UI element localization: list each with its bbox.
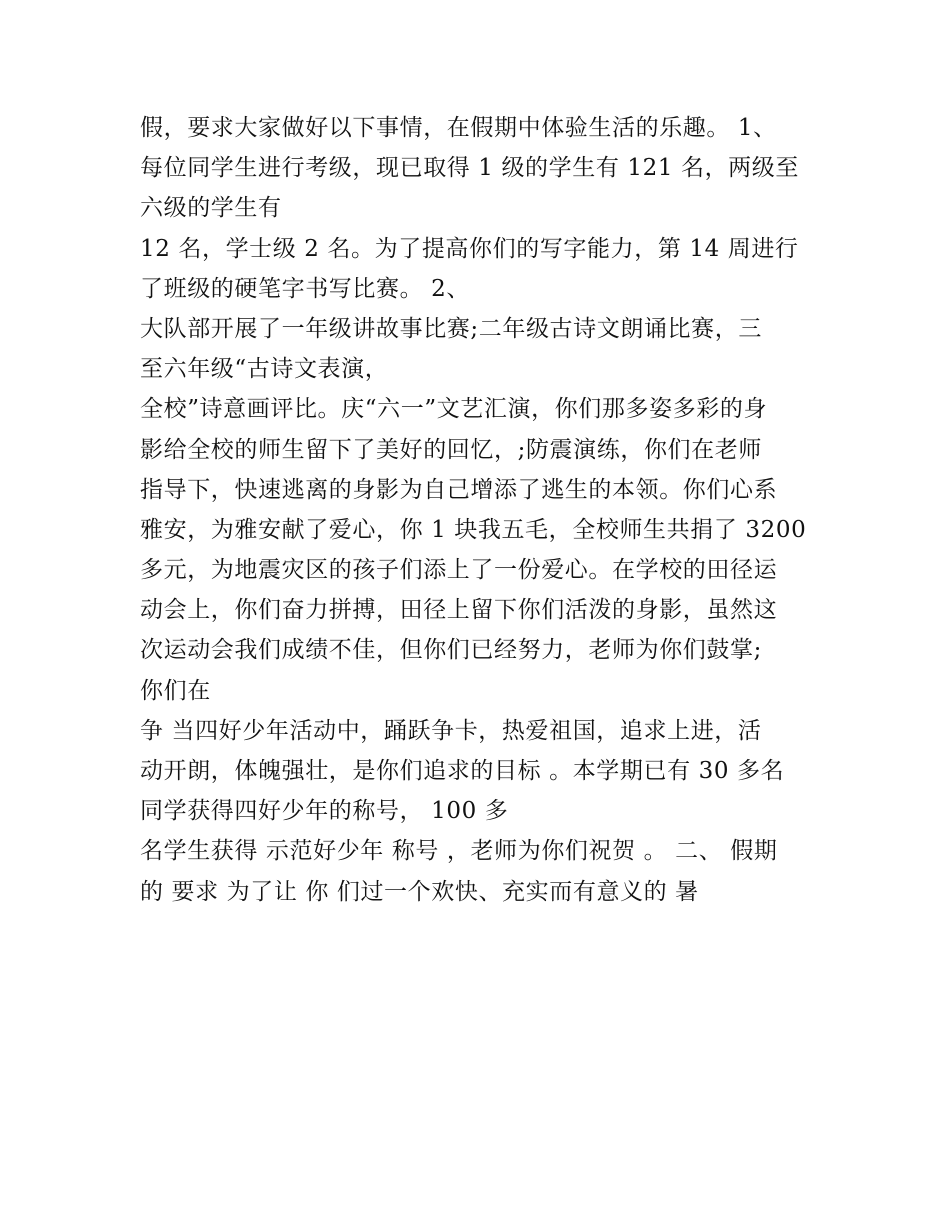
text-line: 的 要求 为了让 你 们过一个欢快、充实而有意义的 暑: [140, 878, 699, 905]
text-line: 雅安，为雅安献了爱心，你 1 块我五毛，全校师生共捐了 3200: [140, 516, 807, 543]
text-line: 至六年级“古诗文表演，: [140, 356, 389, 383]
text-line: 大队部开展了一年级讲故事比赛;二年级古诗文朗诵比赛，三: [140, 315, 762, 342]
text-line: 全校”诗意画评比。庆“六一”文艺汇演，你们那多姿多彩的身: [140, 396, 768, 423]
text-line: 影给全校的师生留下了美好的回忆，;防震演练，你们在老师: [140, 436, 762, 463]
text-line: 六级的学生有: [140, 195, 282, 222]
text-line: 12 名，学士级 2 名。为了提高你们的写字能力，第 14 周进行: [140, 235, 799, 262]
text-line: 名学生获得 示范好少年 称号 ，老师为你们祝贺 。 二、 假期: [140, 838, 778, 865]
text-line: 你们在: [140, 677, 211, 704]
text-line: 指导下，快速逃离的身影为自己增添了逃生的本领。你们心系: [140, 476, 778, 503]
text-line: 动开朗，体魄强壮，是你们追求的目标 。本学期已有 30 多名: [140, 758, 785, 784]
text-line: 同学获得四好少年的称号， 100 多: [140, 798, 509, 825]
text-line: 争 当四好少年活动中，踊跃争卡，热爱祖国，追求上进，活: [140, 717, 762, 744]
text-line: 了班级的硬笔字书写比赛。 2、: [140, 275, 470, 302]
text-line: 假，要求大家做好以下事情，在假期中体验生活的乐趣。 1、: [140, 115, 777, 141]
text-line: 动会上，你们奋力拼搏，田径上留下你们活泼的身影，虽然这: [140, 597, 778, 624]
text-line: 多元，为地震灾区的孩子们添上了一份爱心。在学校的田径运: [140, 557, 778, 584]
text-line: 次运动会我们成绩不佳，但你们已经努力，老师为你们鼓掌;: [140, 637, 762, 664]
body-text: [140, 108, 830, 912]
text-line: 每位同学生进行考级，现已取得 1 级的学生有 121 名，两级至: [140, 155, 799, 182]
